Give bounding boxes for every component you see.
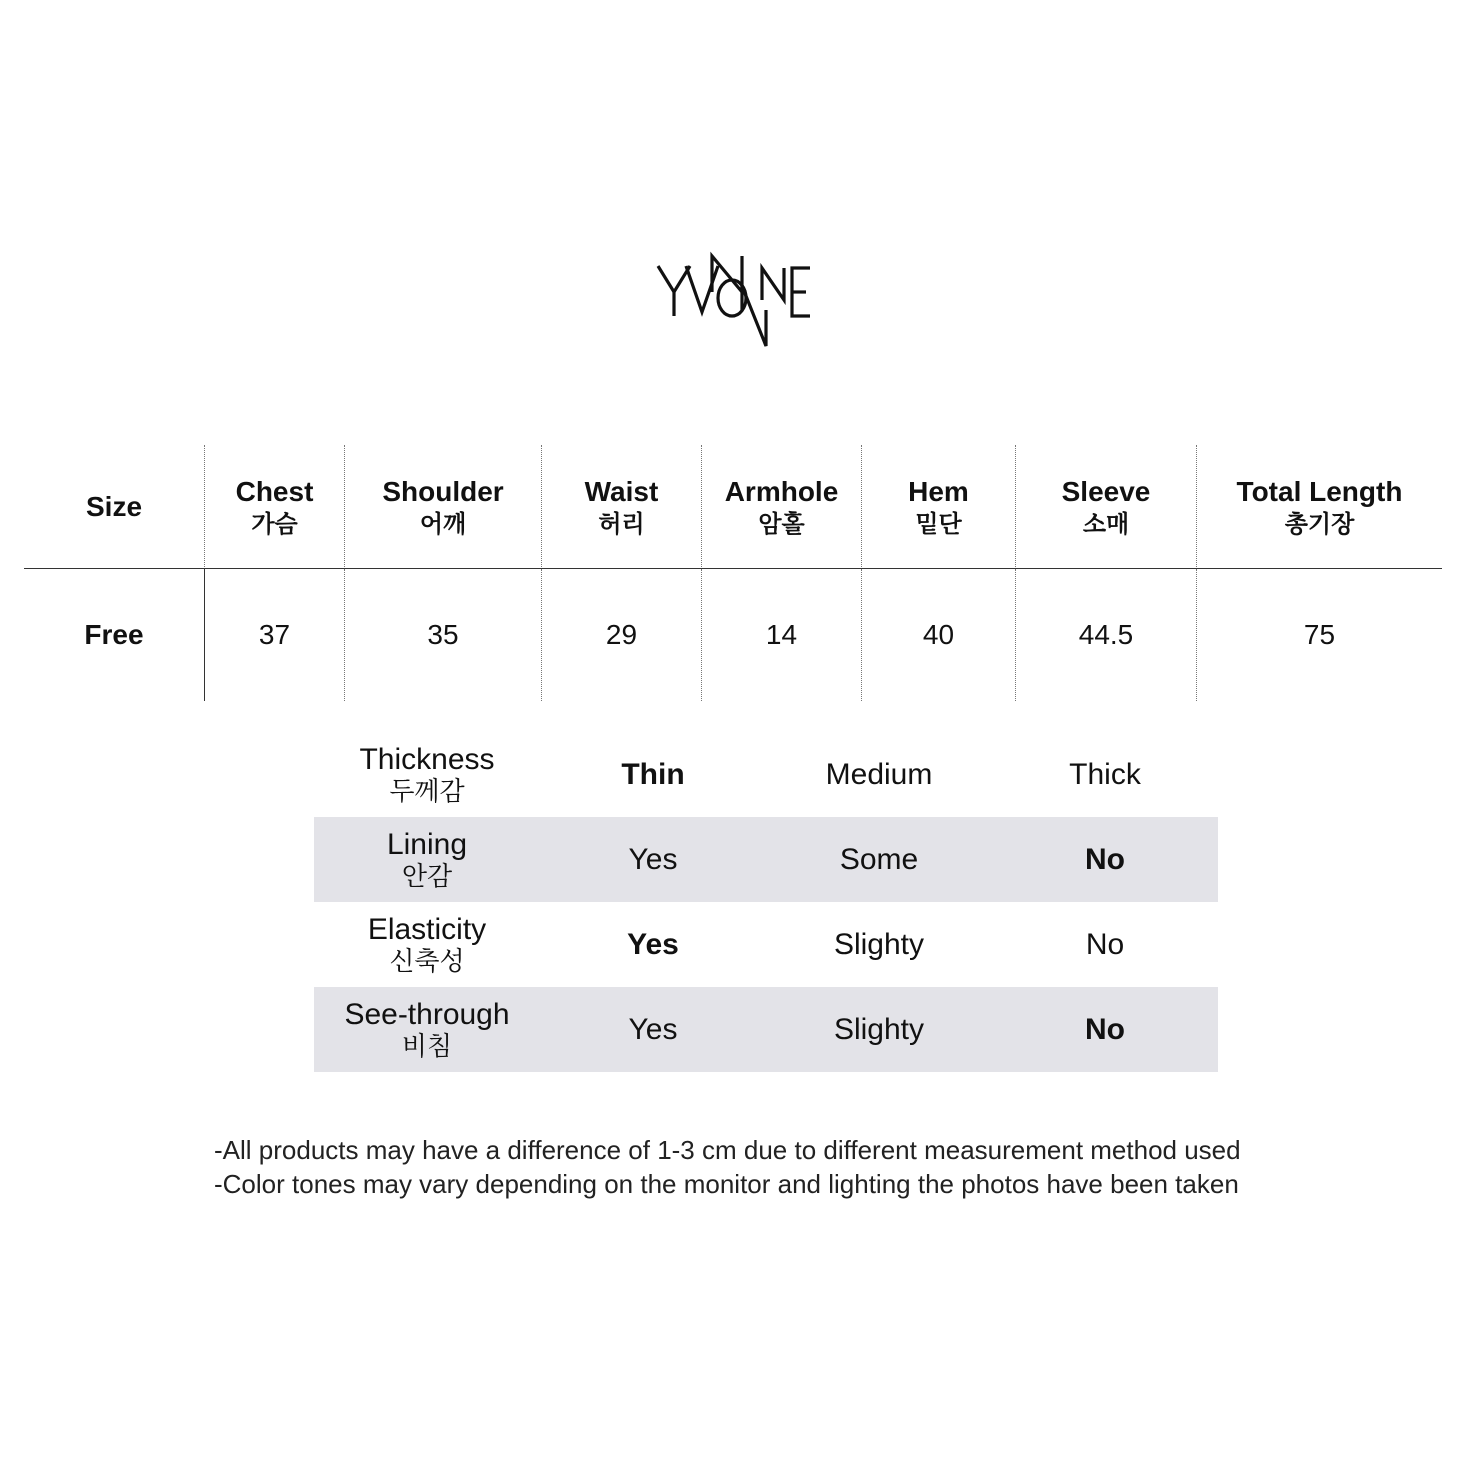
fabric-option: Yes (628, 842, 678, 876)
brand-logo-mark (650, 240, 820, 360)
table-row (24, 569, 1442, 701)
size-table-header (24, 445, 1442, 569)
fabric-option: Yes (628, 1012, 678, 1046)
fabric-row-see-through (314, 987, 1218, 1072)
fabric-label: See-through 비침 (344, 997, 510, 1062)
total-length-value: 75 (1196, 569, 1442, 701)
fabric-option: Slighty (833, 927, 925, 961)
waist-value: 29 (541, 569, 701, 701)
shoulder-value: 35 (344, 569, 541, 701)
disclaimer-notes (214, 1133, 1364, 1201)
size-value: Free (84, 619, 144, 650)
hem-value: 40 (861, 569, 1015, 701)
size-table (24, 445, 1442, 701)
header-armhole: Armhole 암홀 (701, 445, 861, 569)
sleeve-value: 44.5 (1015, 569, 1196, 701)
fabric-option: Thin (621, 757, 685, 791)
header-shoulder: Shoulder 어깨 (344, 445, 541, 569)
disclaimer-measurement: -All products may have a difference of 1-3 cm due to different measurement method used (214, 1135, 1241, 1165)
fabric-option: Thick (1069, 757, 1141, 791)
fabric-option: No (1085, 927, 1125, 961)
fabric-option: Slighty (833, 1012, 925, 1046)
fabric-option: Yes (627, 927, 679, 961)
armhole-value: 14 (701, 569, 861, 701)
fabric-label: Elasticity 신축성 (367, 912, 487, 977)
header-size: Size (85, 491, 143, 522)
header-total-length: Total Length 총기장 (1196, 445, 1442, 569)
header-hem: Hem 밑단 (861, 445, 1015, 569)
fabric-label: Lining 안감 (386, 827, 468, 892)
fabric-option: Some (839, 842, 919, 876)
fabric-row-elasticity (314, 902, 1218, 987)
header-waist: Waist 허리 (541, 445, 701, 569)
fabric-info-table (314, 732, 1218, 1072)
fabric-option: No (1085, 1012, 1125, 1046)
fabric-option: Medium (825, 757, 933, 791)
disclaimer-color: -Color tones may vary depending on the monitor and lighting the photos have been taken (214, 1169, 1239, 1199)
fabric-row-lining (314, 817, 1218, 902)
fabric-label: Thickness 두께감 (359, 742, 495, 807)
size-column-divider (204, 569, 205, 701)
brand-logo (650, 240, 820, 360)
header-sleeve: Sleeve 소매 (1015, 445, 1196, 569)
chest-value: 37 (204, 569, 344, 701)
header-chest: Chest 가슴 (204, 445, 344, 569)
fabric-row-thickness (314, 732, 1218, 817)
fabric-option: No (1085, 842, 1125, 876)
